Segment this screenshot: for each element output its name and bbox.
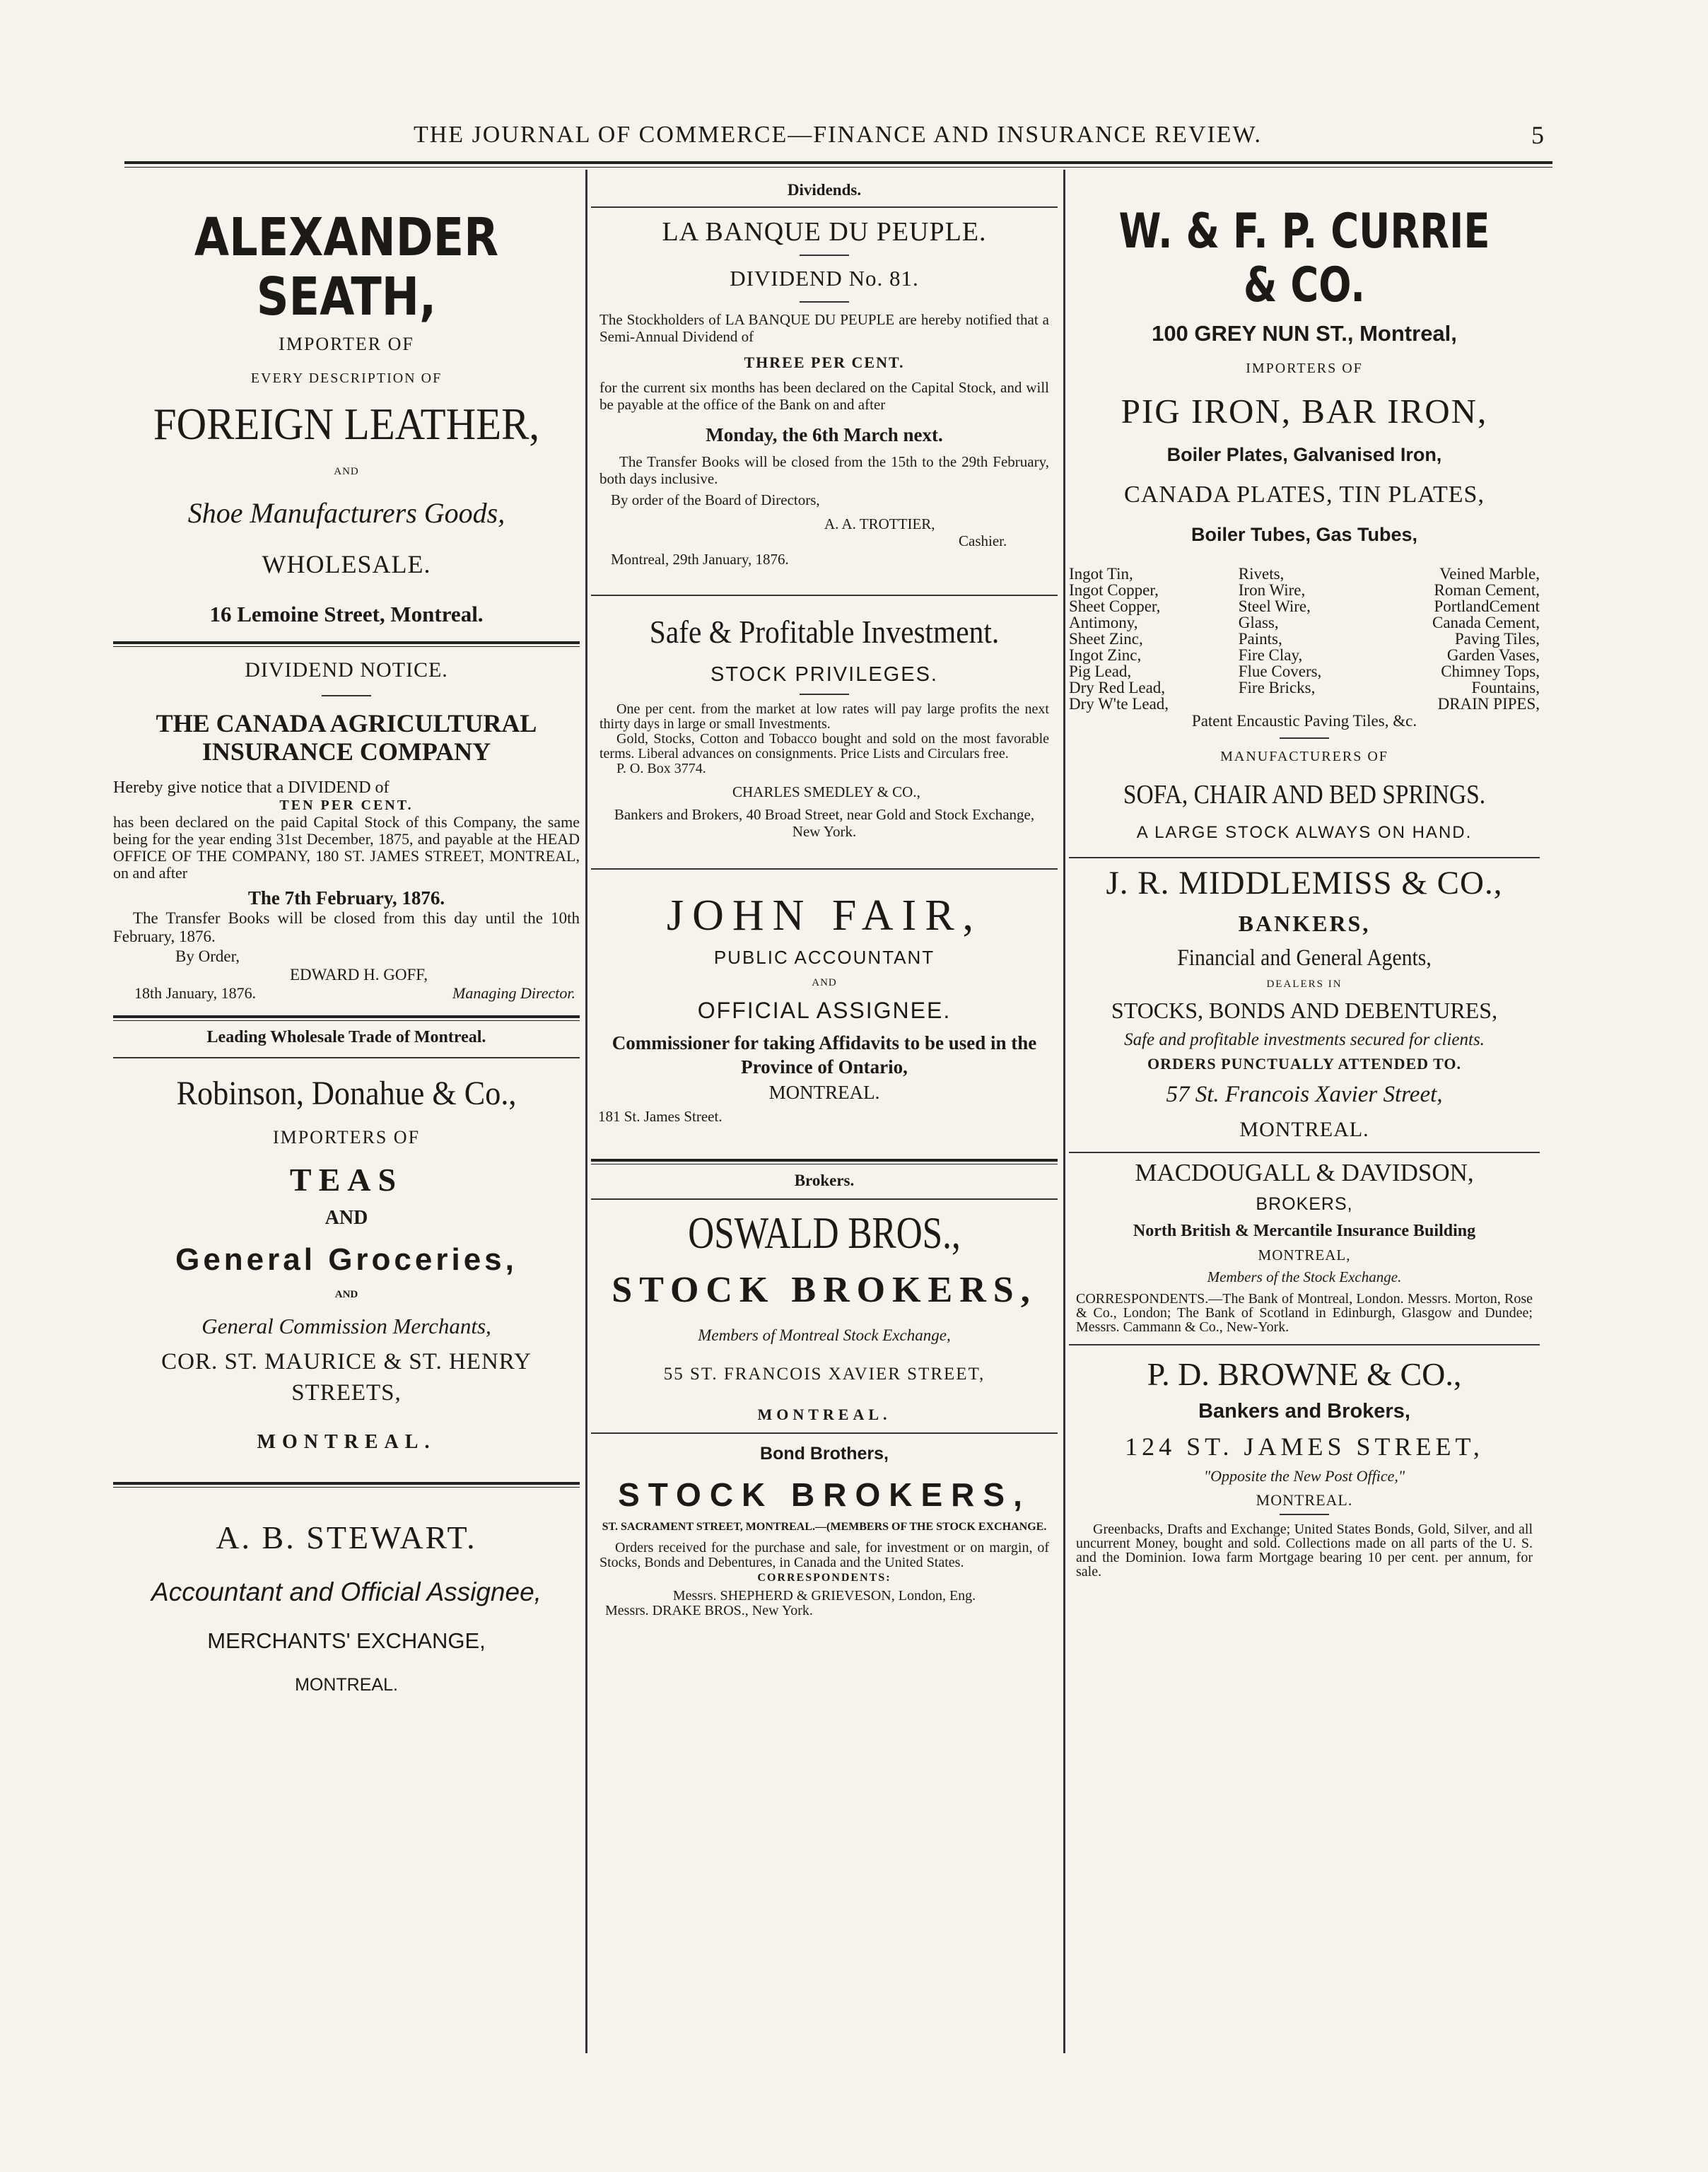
banque-by-order: By order of the Board of Directors, [611,491,820,508]
goods-cell: Garden Vases, [1446,646,1540,664]
ad-seath [113,208,580,627]
robinson-importers: IMPORTERS OF [272,1127,421,1148]
goods-cell: Steel Wire, [1238,597,1311,615]
goods-cell: Fountains, [1471,679,1540,696]
goods-cell: Rivets, [1238,565,1285,583]
goods-cell [1239,696,1389,712]
short-rule [1280,737,1329,739]
dividend-dated: 18th January, 1876. [134,984,257,1002]
middlemiss-stocks: STOCKS, BONDS AND DEBENTURES, [1111,998,1498,1023]
banque-name: LA BANQUE DU PEUPLE. [662,217,987,247]
ad-banque-du-peuple [591,216,1058,568]
bond-corr: CORRESPONDENTS: [757,1572,891,1584]
ad-john-fair [591,891,1058,1125]
column-1 [113,174,580,2059]
safe-title: Safe & Profitable Investment. [649,614,1000,650]
dividend-transfer: The Transfer Books will be closed from this day until the 10th February, 1876. [113,909,580,945]
rule [1069,1152,1540,1153]
rule [591,868,1058,870]
column-3 [1069,174,1540,2059]
macdougall-name: MACDOUGALL & DAVIDSON, [1135,1159,1474,1186]
bond-stock: STOCK BROKERS, [618,1476,1031,1513]
robinson-and: AND [324,1207,368,1229]
oswald-name: OSWALD BROS., [688,1208,961,1258]
middlemiss-dealers: DEALERS IN [1266,979,1343,990]
page-header [127,106,1548,156]
banque-intro: The Stockholders of LA BANQUE DU PEUPLE are hereby notified that a Semi-Annual Dividend of [599,311,1049,345]
goods-row [1069,663,1540,679]
macdougall-city: MONTREAL, [1258,1246,1351,1263]
safe-firm: CHARLES SMEDLEY & CO., [732,783,920,800]
robinson-and-2: AND [334,1289,358,1300]
rule [591,1432,1058,1434]
bond-orders: Orders received for the purchase and sale, for investment or on margin, of Stocks, Bonds and Debentures, in Canada and the United States. [599,1540,1049,1570]
dividend-body: has been declared on the paid Capital Stock of this Company, the same being for the year ending 31st December, 1875, and payable at the HEAD OFFICE OF THE COMPANY, 180 ST. JAMES STREET, MONTREAL, on and after [113,813,580,882]
browne-opposite: "Opposite the New Post Office," [1203,1467,1405,1485]
goods-cell: Dry W'te Lead, [1069,695,1169,713]
middlemiss-bankers: BANKERS, [1238,911,1371,936]
stewart-exchange: MERCHANTS' EXCHANGE, [207,1628,486,1653]
short-rule [800,694,849,695]
short-rule [800,301,849,303]
fair-street: 181 St. James Street. [598,1108,723,1125]
banque-dated: Montreal, 29th January, 1876. [611,551,789,568]
middlemiss-orders: ORDERS PUNCTUALLY ATTENDED TO. [1147,1055,1462,1073]
seath-shoe: Shoe Manufacturers Goods, [187,497,505,529]
fair-assignee: OFFICIAL ASSIGNEE. [697,998,952,1023]
ad-safe-investment [591,613,1058,840]
short-rule [1280,1514,1329,1515]
goods-cell: Sheet Zinc, [1069,630,1143,648]
goods-cell: Antimony, [1069,614,1138,631]
goods-cell: Sheet Copper, [1069,597,1161,615]
ad-currie [1069,205,1540,843]
goods-row [1069,647,1540,663]
safe-p2: Gold, Stocks, Cotton and Tobacco bought and sold on the most favorable terms. Liberal advances on consignments. Price Lists and Circulars free. [599,731,1049,761]
dividend-company: THE CANADA AGRICULTURAL INSURANCE COMPANY [156,709,537,766]
brokers-heading: Brokers. [794,1172,855,1189]
rule [113,1015,580,1021]
currie-goods-table [1069,566,1540,712]
bond-address: ST. SACRAMENT STREET, MONTREAL.—(MEMBERS OF THE STOCK EXCHANGE. [602,1521,1047,1533]
seath-and: AND [334,466,359,477]
robinson-groceries: General Groceries, [175,1242,517,1277]
goods-cell: Ingot Zinc, [1069,646,1142,664]
rule [1069,857,1540,858]
ad-middlemiss [1069,864,1540,1142]
goods-row [1069,614,1540,631]
robinson-commission: General Commission Merchants, [201,1314,491,1338]
dividend-date: The 7th February, 1876. [247,887,445,909]
banque-transfer: The Transfer Books will be closed from the 15th to the 29th February, both days inclusive. [599,453,1049,487]
safe-address: Bankers and Brokers, 40 Broad Street, near Gold and Stock Exchange, New York. [614,806,1035,840]
running-title: THE JOURNAL OF COMMERCE—FINANCE AND INSURANCE REVIEW. [413,122,1263,148]
seath-address: 16 Lemoine Street, Montreal. [209,602,484,626]
goods-cell: Fire Bricks, [1238,679,1316,696]
fair-and: AND [812,977,837,988]
rule [1069,1344,1540,1345]
robinson-teas: TEAS [289,1162,404,1198]
goods-row [1069,582,1540,598]
middlemiss-name: J. R. MIDDLEMISS & CO., [1106,865,1503,901]
goods-cell: Fire Clay, [1238,646,1303,664]
currie-stock: A LARGE STOCK ALWAYS ON HAND. [1136,823,1473,842]
macdougall-building: North British & Mercantile Insurance Building [1133,1222,1476,1240]
dividend-ten: TEN PER CENT. [279,798,414,813]
goods-cell: Veined Marble, [1439,565,1540,583]
banque-dividend: DIVIDEND No. 81. [730,266,919,291]
goods-cell: Canada Cement, [1432,614,1540,631]
fair-city: MONTREAL. [768,1082,880,1103]
currie-tubes: Boiler Tubes, Gas Tubes, [1191,524,1418,545]
dividend-signer: EDWARD H. GOFF, [290,966,428,983]
goods-cell: DRAIN PIPES, [1437,695,1540,713]
ad-browne [1069,1355,1540,1579]
column-2 [591,174,1058,2059]
currie-manufacturers: MANUFACTURERS OF [1220,749,1388,764]
currie-encaustic: Patent Encaustic Paving Tiles, &c. [1191,712,1417,730]
rule [113,1057,580,1058]
ad-stewart [113,1519,580,1695]
ad-robinson [113,1074,580,1454]
seath-name: ALEXANDER SEATH, [194,207,499,327]
column-divider-1 [585,170,587,2053]
macdougall-corr: CORRESPONDENTS.—The Bank of Montreal, London. Messrs. Morton, Rose & Co., London; The Bank of Scotland in Edinburgh, Glasgow and Dundee; Messrs. Cammann & Co., New-York. [1076,1291,1533,1335]
fair-name: JOHN FAIR, [666,892,983,940]
fair-commissioner: Commissioner for taking Affidavits to be used in the Province of Ontario, [612,1032,1037,1078]
goods-cell: Ingot Copper, [1069,581,1159,599]
page-number: 5 [1531,121,1544,149]
robinson-corner: COR. ST. MAURICE & ST. HENRY STREETS, [161,1349,532,1406]
banque-signer: A. A. TROTTIER, [824,515,935,532]
currie-pig: PIG IRON, BAR IRON, [1121,392,1488,431]
goods-cell: Iron Wire, [1238,581,1306,599]
goods-cell: Paints, [1238,630,1282,648]
safe-p1: One per cent. from the market at low rates will pay large profits the next thirty days in large or small Investments. [599,701,1049,732]
ad-bond-brothers [591,1444,1058,1618]
banque-body: for the current six months has been declared on the Capital Stock, and will be payable at the office of the Bank on and after [599,379,1049,413]
stewart-role: Accountant and Official Assignee, [151,1577,542,1606]
seath-importer-of: IMPORTER OF [279,334,414,354]
ad-dividend-notice [113,658,580,1003]
goods-cell: PortlandCement [1434,597,1540,615]
currie-name: W. & F. P. CURRIE & CO. [1118,204,1490,313]
currie-springs: SOFA, CHAIR AND BED SPRINGS. [1123,780,1486,810]
short-rule [322,695,371,696]
middlemiss-agents: Financial and General Agents, [1177,945,1432,971]
goods-cell: Flue Covers, [1238,662,1322,680]
short-rule [800,255,849,256]
dividend-by-order: By Order, [175,947,240,965]
safe-privileges: STOCK PRIVILEGES. [710,663,938,686]
banque-role: Cashier. [959,532,1007,549]
bond-name: Bond Brothers, [760,1444,889,1464]
oswald-street: 55 ST. FRANCOIS XAVIER STREET, [663,1365,985,1384]
seath-every-description: EVERY DESCRIPTION OF [250,370,443,386]
goods-cell: Ingot Tin, [1069,565,1133,583]
goods-cell: Paving Tiles, [1454,630,1540,648]
goods-cell: Pig Lead, [1069,662,1132,680]
middlemiss-safe: Safe and profitable investments secured for clients. [1124,1030,1485,1049]
dividend-notice-title: DIVIDEND NOTICE. [245,658,448,682]
rule [591,595,1058,596]
ad-macdougall [1069,1159,1540,1334]
seath-wholesale: WHOLESALE. [262,550,431,578]
macdougall-brokers: BROKERS, [1256,1194,1353,1214]
rule [591,1159,1058,1164]
currie-boiler: Boiler Plates, Galvanised Iron, [1166,444,1442,465]
currie-canada: CANADA PLATES, TIN PLATES, [1124,481,1485,508]
stewart-city: MONTREAL. [295,1675,398,1695]
oswald-city: MONTREAL. [757,1406,891,1423]
goods-cell: Roman Cement, [1434,581,1540,599]
browne-name: P. D. BROWNE & CO., [1147,1356,1462,1392]
currie-importers: IMPORTERS OF [1246,361,1363,376]
goods-cell: Dry Red Lead, [1069,679,1166,696]
currie-address: 100 GREY NUN ST., Montreal, [1152,321,1457,346]
browne-street: 124 ST. JAMES STREET, [1125,1432,1484,1461]
dividend-hereby: Hereby give notice that a DIVIDEND of [113,778,390,797]
middlemiss-street: 57 St. Francois Xavier Street, [1166,1082,1443,1107]
oswald-members: Members of Montreal Stock Exchange, [698,1326,951,1344]
browne-body: Greenbacks, Drafts and Exchange; United States Bonds, Gold, Silver, and all uncurrent Money, bought and sold. Collections made on all parts of the U. S. and the Dominion. Iowa farm Mortgage bearing 10 per cent. per annum, for sale. [1076,1522,1533,1580]
fair-public: PUBLIC ACCOUNTANT [713,947,935,968]
rule [113,1482,580,1488]
rule [591,206,1058,208]
robinson-name: Robinson, Donahue & Co., [176,1075,517,1112]
robinson-city: MONTREAL. [257,1431,436,1453]
bond-corr1: Messrs. SHEPHERD & GRIEVESON, London, Eng. [672,1588,976,1604]
bond-corr2: Messrs. DRAKE BROS., New York. [605,1603,813,1618]
browne-role: Bankers and Brokers, [1198,1400,1410,1423]
goods-cell: Glass, [1238,614,1279,631]
goods-row [1069,566,1540,582]
ad-oswald [591,1207,1058,1424]
header-rule-thin [124,167,1552,168]
safe-po: P. O. Box 3774. [616,761,706,776]
rule [591,1198,1058,1200]
goods-row [1069,679,1540,696]
leading-trade-heading: Leading Wholesale Trade of Montreal. [206,1028,486,1046]
goods-row [1069,631,1540,647]
header-rule [124,161,1552,164]
goods-row [1069,696,1540,712]
goods-row [1069,598,1540,614]
banque-date: Monday, the 6th March next. [706,424,943,445]
macdougall-members: Members of the Stock Exchange. [1207,1268,1402,1285]
middlemiss-city: MONTREAL. [1239,1118,1369,1141]
banque-three: THREE PER CENT. [744,354,905,371]
dividend-role: Managing Director. [452,984,575,1002]
oswald-stock: STOCK BROKERS, [612,1270,1037,1310]
stewart-name: A. B. STEWART. [216,1519,477,1555]
dividends-heading: Dividends. [787,181,862,199]
column-divider-2 [1063,170,1065,2053]
rule [113,641,580,647]
browne-city: MONTREAL. [1256,1491,1353,1509]
seath-foreign-leather: FOREIGN LEATHER, [153,399,540,449]
goods-cell: Chimney Tops, [1441,662,1540,680]
